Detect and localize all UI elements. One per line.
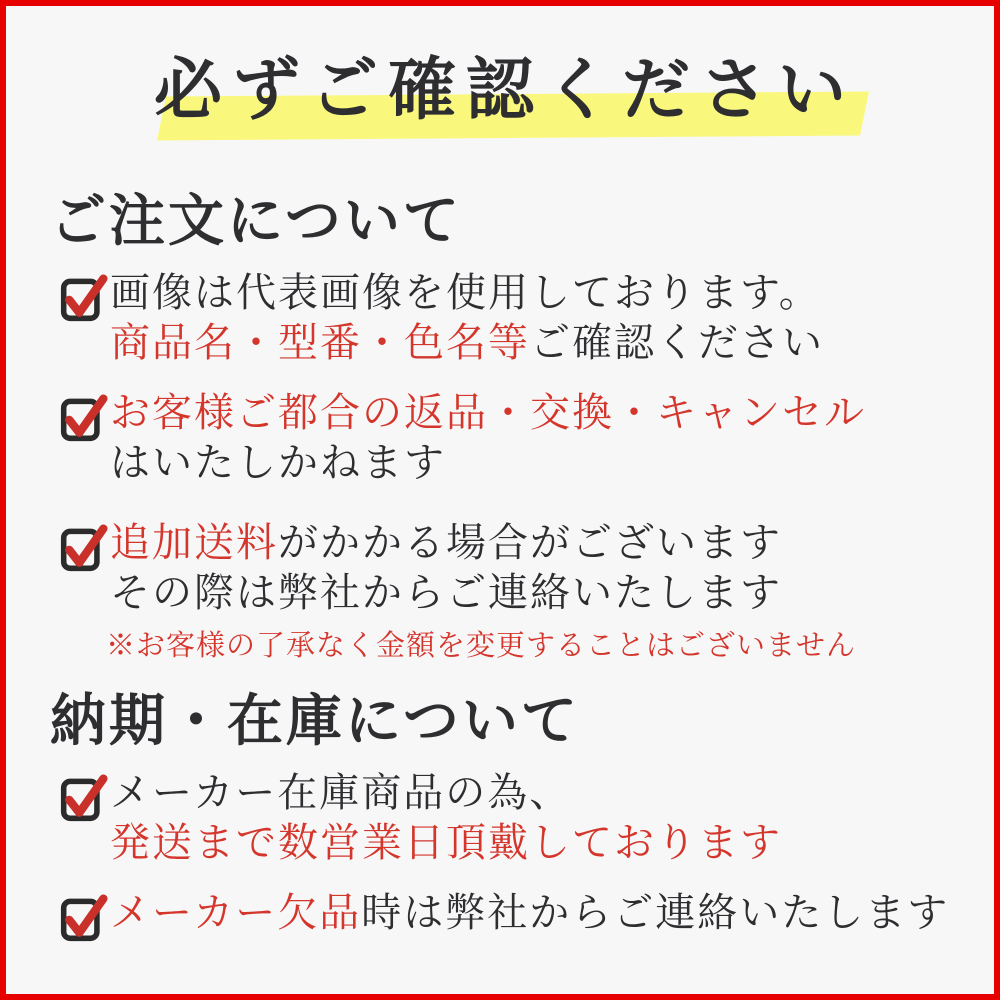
section-heading-orders: ご注文について [50, 191, 462, 253]
checked-checkbox-icon [60, 772, 108, 824]
notice-text [110, 388, 866, 488]
notice-text-segment: 画像は代表画像を使用しております。 [110, 270, 821, 315]
notice-item-extra-shipping [60, 518, 964, 668]
title-area [6, 52, 994, 162]
notice-item-representative-image [60, 268, 964, 368]
notice-text-segment: その際は弊社からご連絡いたします [110, 570, 782, 615]
notice-text-segment: がかかる場合がございます [278, 520, 782, 565]
checked-checkbox-icon [60, 892, 108, 944]
notice-text-segment-emphasis: メーカー欠品 [110, 890, 362, 935]
notice-text [110, 768, 782, 868]
notice-text [110, 888, 949, 938]
notice-text-segment: はいたしかねます [110, 440, 446, 485]
notice-text [110, 268, 824, 368]
notice-text-segment-emphasis: 追加送料 [110, 520, 278, 565]
notice-text-segment-emphasis: 発送まで数営業日頂戴しております [110, 820, 782, 865]
notice-footnote: ※お客様の了承なく金額を変更することはございません [106, 630, 857, 662]
notice-text-segment: ご確認ください [530, 320, 824, 365]
notice-item-maker-stock [60, 768, 964, 868]
page-title: 必ずご確認ください [153, 52, 856, 128]
notice-text-segment: 時は弊社からご連絡いたします [361, 890, 950, 935]
checked-checkbox-icon [60, 392, 108, 444]
checked-checkbox-icon [60, 272, 108, 324]
section-heading-delivery-stock: 納期・在庫について [50, 691, 580, 753]
notice-text [106, 518, 857, 668]
notice-item-returns [60, 388, 964, 488]
checked-checkbox-icon [60, 522, 108, 574]
notice-text-segment: メーカー在庫商品の為、 [110, 770, 572, 815]
notice-item-maker-out-of-stock [60, 888, 964, 944]
notice-text-segment-emphasis: お客様ご都合の返品・交換・キャンセル [110, 390, 866, 435]
notice-text-segment-emphasis: 商品名・型番・色名等 [110, 320, 530, 365]
